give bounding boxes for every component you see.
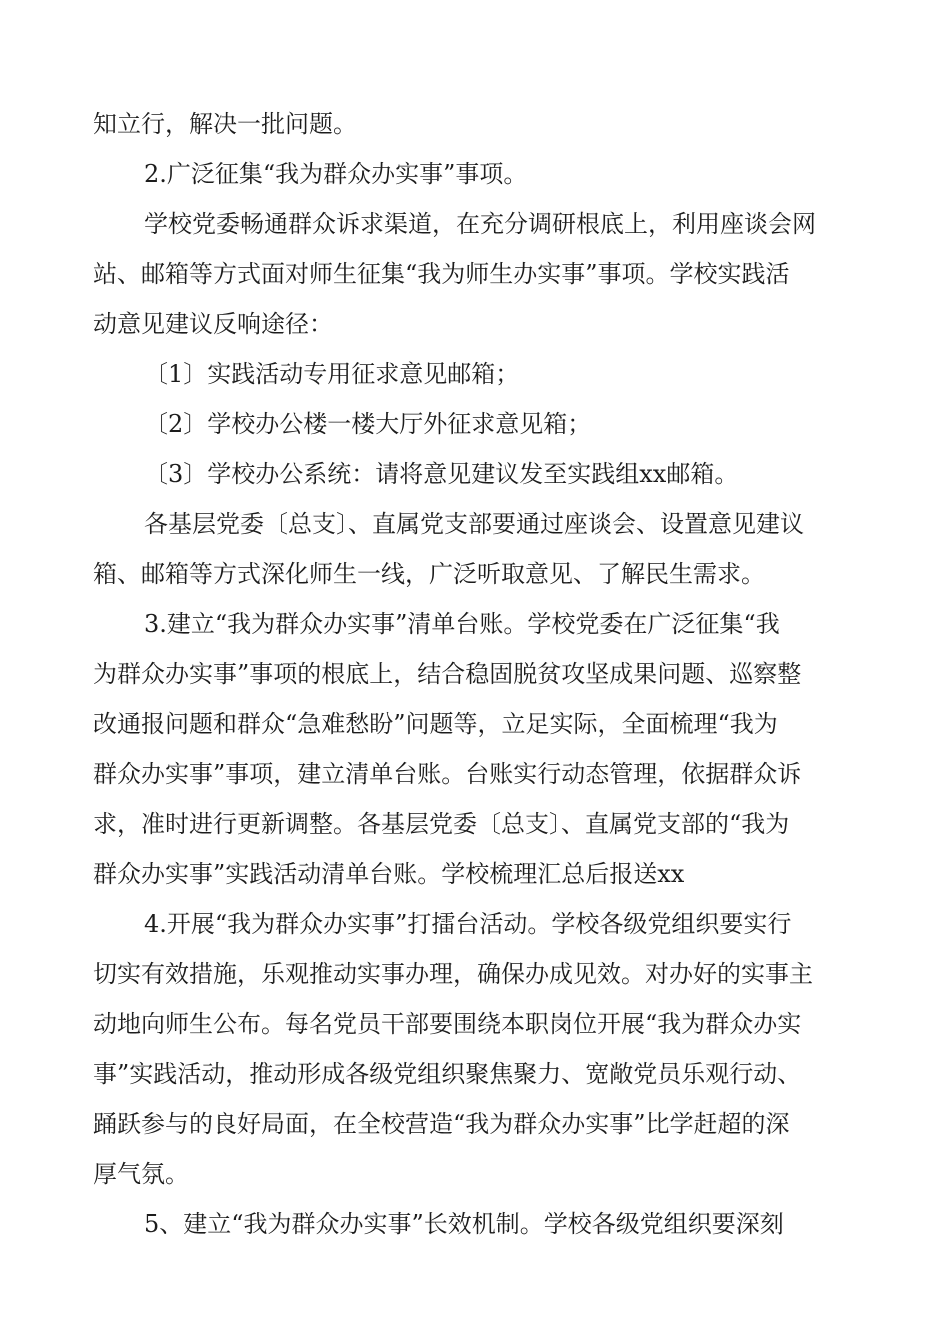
section-heading-4: 4.开展“我为群众办实事”打擂台活动。学校各级党组织要实行	[144, 910, 792, 938]
text-line: 动意见建议反响途径：	[93, 310, 333, 338]
text-line: 各基层党委〔总支〕、直属党支部要通过座谈会、设置意见建议	[144, 510, 804, 538]
text-line: 事”实践活动，推动形成各级党组织聚焦聚力、宽敞党员乐观行动、	[93, 1060, 802, 1088]
text-line: 切实有效措施，乐观推动实事办理，确保办成见效。对办好的实事主	[93, 960, 813, 988]
text-line: 站、邮箱等方式面对师生征集“我为师生办实事”事项。学校实践活	[93, 260, 790, 288]
text-line: 为群众办实事”事项的根底上，结合稳固脱贫攻坚成果问题、巡察整	[93, 660, 802, 688]
text-line: 箱、邮箱等方式深化师生一线，广泛听取意见、了解民生需求。	[93, 560, 765, 588]
text-line: 求，准时进行更新调整。各基层党委〔总支〕、直属党支部的“我为	[93, 810, 790, 838]
text-line: 群众办实事”事项，建立清单台账。台账实行动态管理，依据群众诉	[93, 760, 802, 788]
text-line: 学校党委畅通群众诉求渠道，在充分调研根底上，利用座谈会网	[144, 210, 816, 238]
list-item: 〔1〕实践活动专用征求意见邮箱；	[144, 360, 520, 388]
text-line: 厚气氛。	[93, 1160, 189, 1188]
section-heading-3: 3.建立“我为群众办实事”清单台账。学校党委在广泛征集“我	[144, 610, 780, 638]
text-line: 群众办实事”实践活动清单台账。学校梳理汇总后报送xx	[93, 860, 685, 888]
text-line: 改通报问题和群众“急难愁盼”问题等，立足实际，全面梳理“我为	[93, 710, 778, 738]
section-heading-2: 2.广泛征集“我为群众办实事”事项。	[144, 160, 528, 188]
text-line: 踊跃参与的良好局面，在全校营造“我为群众办实事”比学赶超的深	[93, 1110, 790, 1138]
text-line: 知立行，解决一批问题。	[93, 110, 357, 138]
list-item: 〔3〕学校办公系统：请将意见建议发至实践组xx邮箱。	[144, 460, 739, 488]
list-item: 〔2〕学校办公楼一楼大厅外征求意见箱；	[144, 410, 592, 438]
section-heading-5: 5、建立“我为群众办实事”长效机制。学校各级党组织要深刻	[144, 1210, 784, 1238]
text-line: 动地向师生公布。每名党员干部要围绕本职岗位开展“我为群众办实	[93, 1010, 802, 1038]
